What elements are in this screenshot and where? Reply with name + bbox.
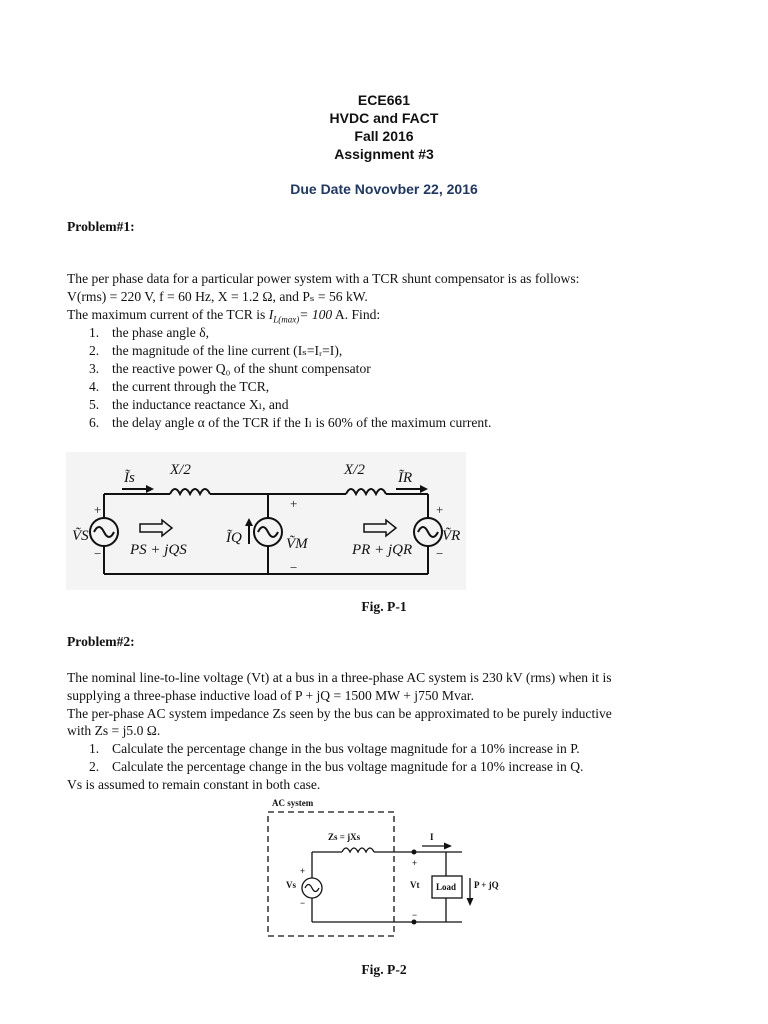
item-text: the reactive power Q₀ of the shunt compensator xyxy=(112,361,371,376)
term: Fall 2016 xyxy=(354,128,414,144)
item-number: 6. xyxy=(89,415,100,430)
is-label: Ĩs xyxy=(124,470,135,486)
zs-label: Zs = jXs xyxy=(328,832,361,842)
plus-sign: + xyxy=(94,502,102,517)
plus-sign: + xyxy=(436,502,444,517)
ac-system-label: AC system xyxy=(272,798,314,808)
figure-p2-circuit xyxy=(262,796,522,942)
item-text: the delay angle α of the TCR if the Iₗ is 60% of the maximum current. xyxy=(112,415,492,430)
problem2-line: The nominal line-to-line voltage (Vt) at a bus in a three-phase AC system is 230 kV (rms) when it is xyxy=(67,670,612,685)
load-label: Load xyxy=(436,882,457,892)
problem2-line: supplying a three-phase inductive load of P + jQ = 1500 MW + j750 Mvar. xyxy=(67,688,474,703)
problem2-footer: Vs is assumed to remain constant in both case. xyxy=(67,777,321,792)
item-number: 5. xyxy=(89,397,100,412)
ir-label: ĨR xyxy=(398,470,413,486)
vs2-label: Vs xyxy=(286,880,297,890)
problem1-item xyxy=(89,360,371,378)
item-text: Calculate the percentage change in the bus voltage magnitude for a 10% increase in Q. xyxy=(112,759,584,774)
max-current-prefix: The maximum current of the TCR is xyxy=(67,307,269,322)
minus-sign: − xyxy=(94,546,102,561)
problem2-item xyxy=(89,740,580,758)
vt-label: Vt xyxy=(410,880,420,890)
minus-sign: − xyxy=(290,560,298,575)
item-number: 3. xyxy=(89,361,100,376)
max-current-symbol: I xyxy=(268,307,274,322)
item-text: Calculate the percentage change in the bus voltage magnitude for a 10% increase in P. xyxy=(112,741,580,756)
problem1-heading: Problem#1: xyxy=(67,219,135,234)
problem1-item xyxy=(89,378,269,396)
item-number: 1. xyxy=(89,325,100,340)
item-text: the magnitude of the line current (Iₛ=Iᵣ=I), xyxy=(112,343,343,358)
max-current-value: = 100 xyxy=(299,307,333,322)
due-date: Due Date Novovber 22, 2016 xyxy=(290,181,478,197)
iq-label: ĨQ xyxy=(226,530,242,546)
item-text: the phase angle δ, xyxy=(112,325,209,340)
item-text: the current through the TCR, xyxy=(112,379,270,394)
pr-label: PR + jQR xyxy=(352,542,413,558)
course-code: ECE661 xyxy=(357,92,411,108)
problem2-line: with Zs = j5.0 Ω. xyxy=(67,723,161,738)
plus-sign: + xyxy=(412,858,418,868)
problem1-item xyxy=(89,342,342,360)
vm-label: ṼM xyxy=(286,536,308,552)
max-current-suffix: A. Find: xyxy=(332,307,381,322)
problem1-data: V(rms) = 220 V, f = 60 Hz, X = 1.2 Ω, and Pₛ = 56 kW. xyxy=(67,289,368,304)
pq-label: P + jQ xyxy=(474,880,499,890)
vs-label: ṼS xyxy=(72,528,89,544)
plus-sign: + xyxy=(300,866,306,876)
x2-left-label: X/2 xyxy=(170,462,191,478)
problem2-line: The per-phase AC system impedance Zs seen by the bus can be approximated to be purely inductive xyxy=(67,706,612,721)
problem2-item xyxy=(89,758,583,776)
item-text: the inductance reactance Xₗ, and xyxy=(112,397,289,412)
minus-sign: − xyxy=(412,910,418,920)
problem1-item xyxy=(89,414,491,432)
problem1-intro: The per phase data for a particular power system with a TCR shunt compensator is as follows: xyxy=(67,271,580,286)
ps-label: PS + jQS xyxy=(130,542,187,558)
figure-p1-caption: Fig. P-1 xyxy=(361,599,407,614)
minus-sign: − xyxy=(300,898,306,908)
figure-p2-caption: Fig. P-2 xyxy=(361,962,407,977)
item-number: 2. xyxy=(89,343,100,358)
course-title: HVDC and FACT xyxy=(329,110,439,126)
item-number: 4. xyxy=(89,379,100,394)
max-current-subscript: L(max) xyxy=(273,314,300,325)
problem1-item xyxy=(89,396,289,414)
problem1-item xyxy=(89,324,209,342)
minus-sign: − xyxy=(436,546,444,561)
item-number: 1. xyxy=(89,741,100,756)
vr-label: ṼR xyxy=(442,528,461,544)
problem2-heading: Problem#2: xyxy=(67,634,135,649)
x2-right-label: X/2 xyxy=(344,462,365,478)
plus-sign: + xyxy=(290,496,298,511)
item-number: 2. xyxy=(89,759,100,774)
i-label: I xyxy=(430,832,434,842)
figure-p1-circuit xyxy=(66,452,466,590)
assignment-title: Assignment #3 xyxy=(334,146,434,162)
